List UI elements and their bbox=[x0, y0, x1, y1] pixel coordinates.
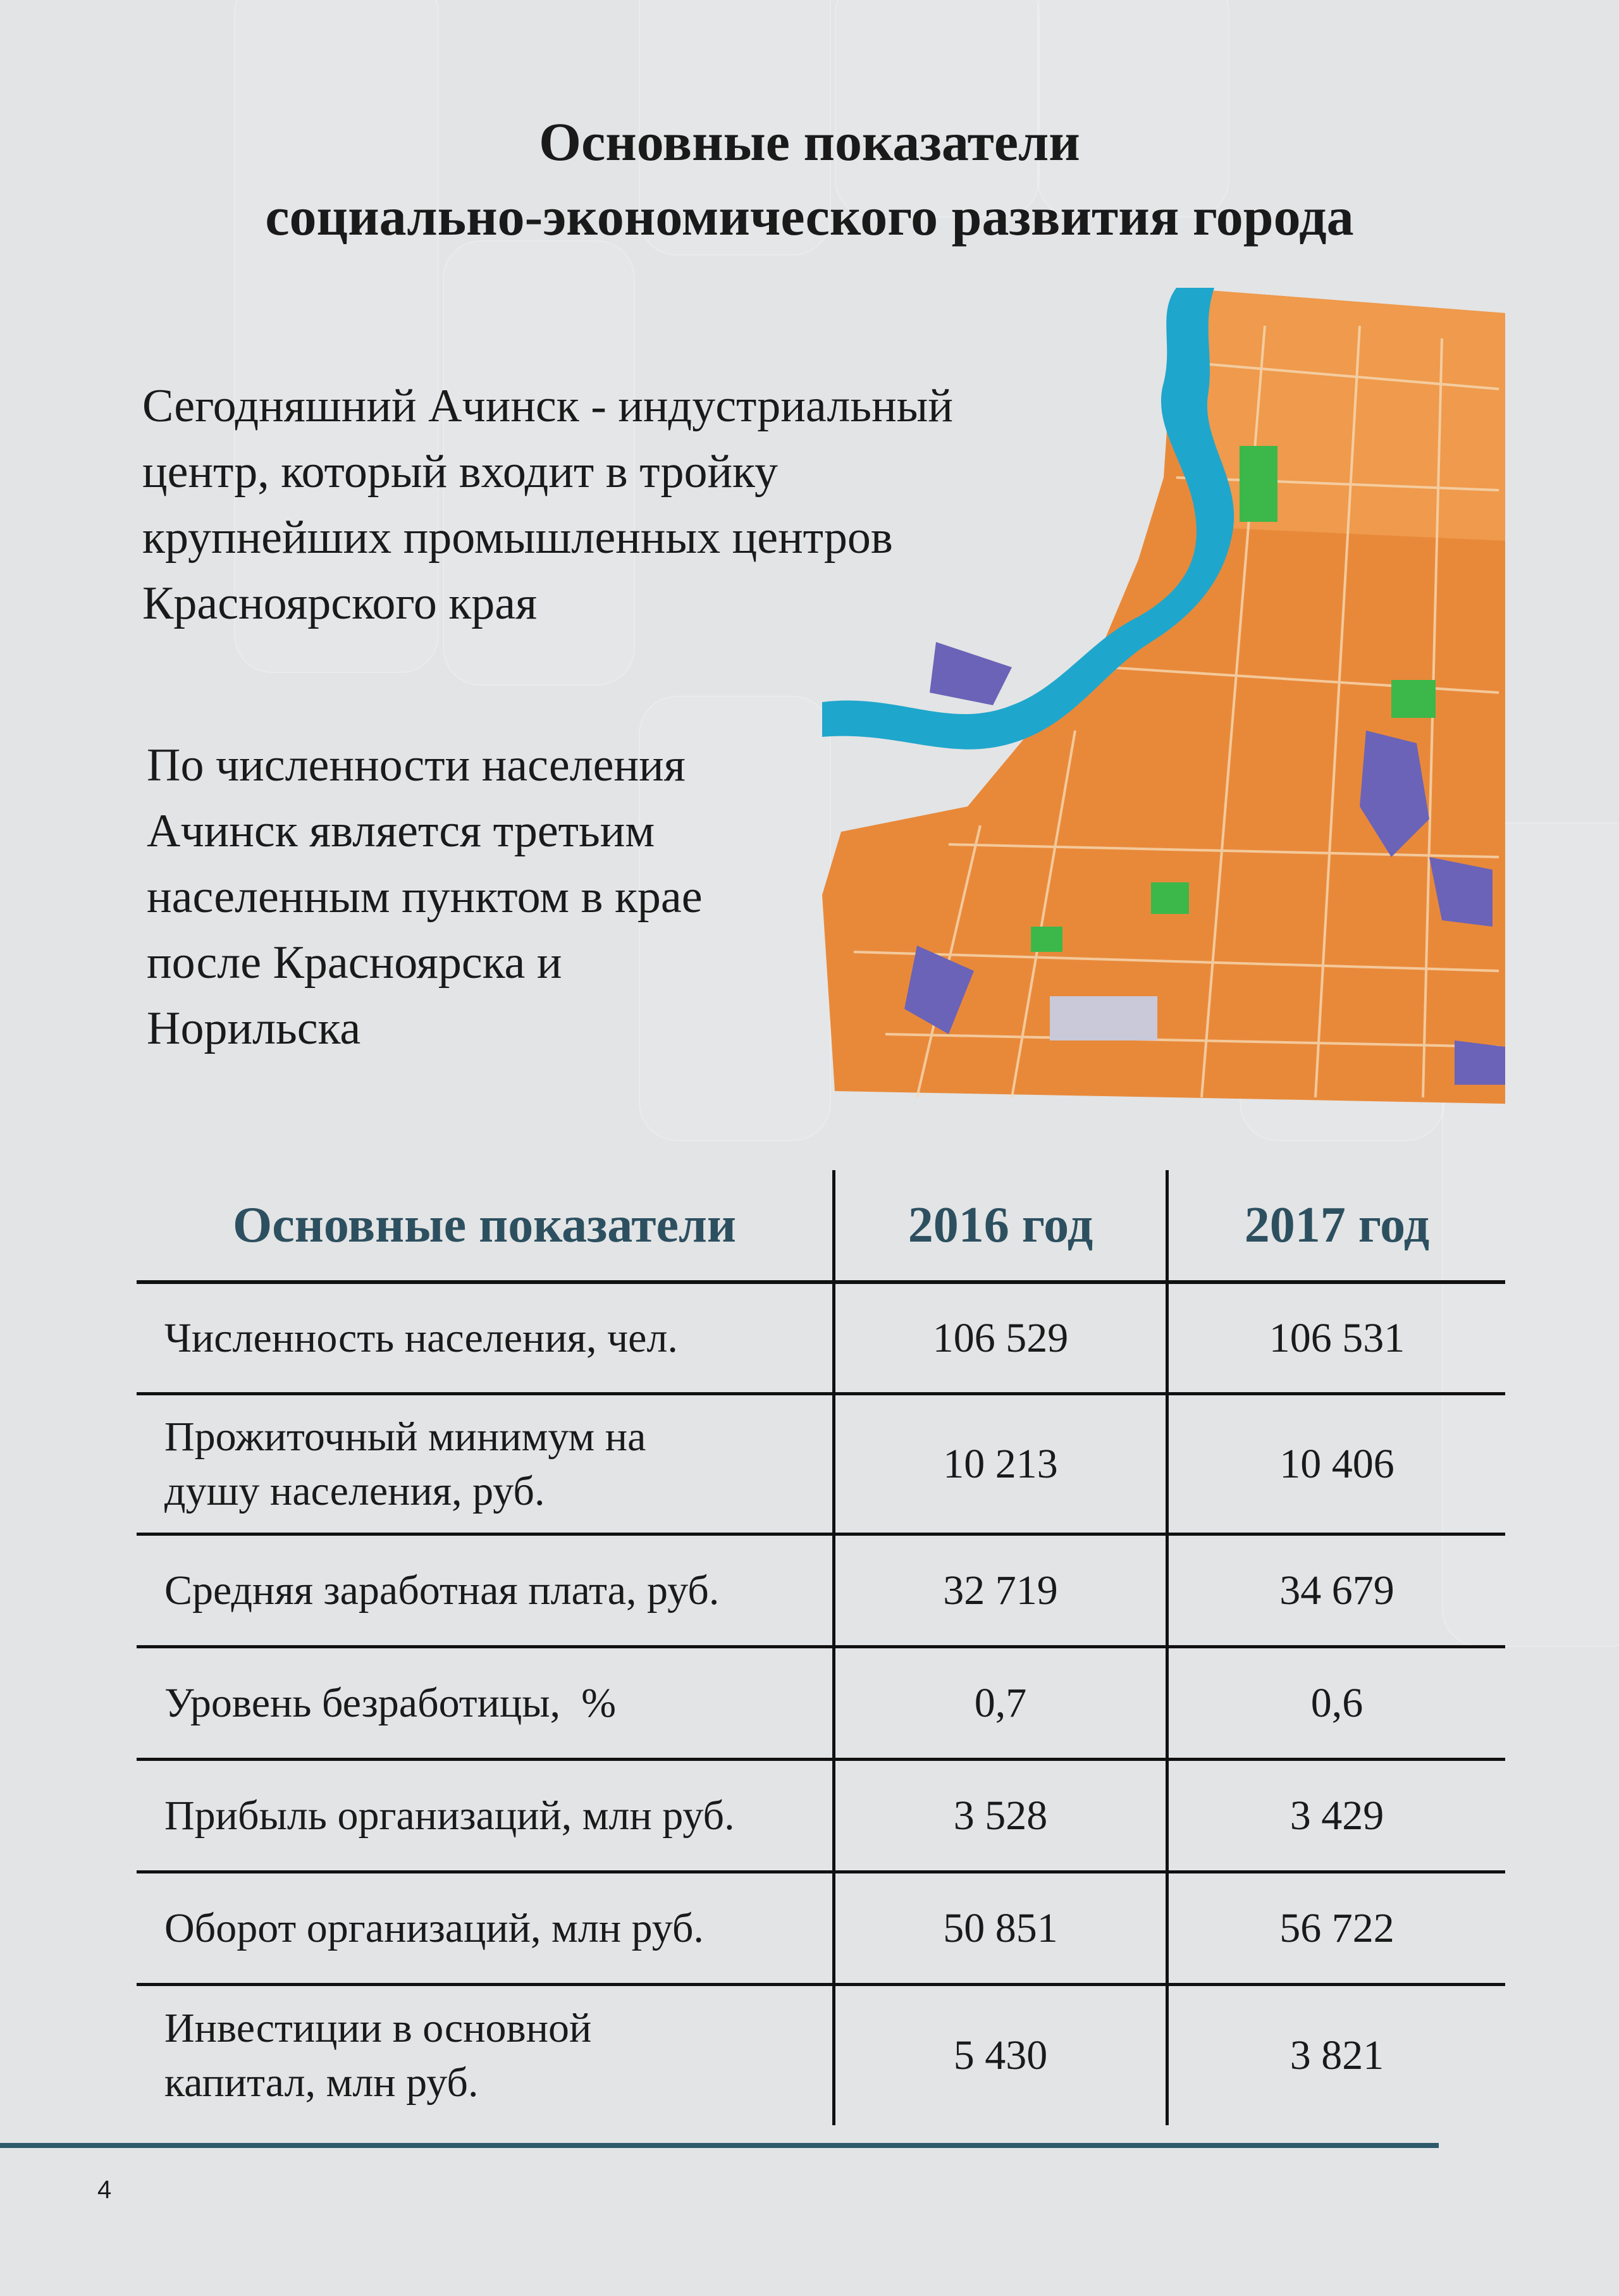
table-header-row bbox=[137, 1170, 1505, 1284]
value-2016: 50 851 bbox=[832, 1873, 1169, 1983]
table-row bbox=[137, 1395, 1505, 1536]
row-label: Прожиточный минимум на душу населения, руб. bbox=[164, 1413, 646, 1514]
page-number: 4 bbox=[97, 2176, 112, 2204]
row-label: Инвестиции в основной капитал, млн руб. bbox=[164, 2005, 592, 2106]
value-2017: 0,6 bbox=[1310, 1679, 1364, 1726]
value-2016: 0,7 bbox=[832, 1648, 1169, 1758]
table-row bbox=[137, 1761, 1505, 1873]
table-row bbox=[137, 1536, 1505, 1648]
row-label: Уровень безработицы, % bbox=[164, 1679, 617, 1726]
value-2017: 3 429 bbox=[1290, 1792, 1384, 1839]
value-2016: 32 719 bbox=[832, 1536, 1169, 1645]
park-area bbox=[1240, 446, 1277, 522]
value-2017: 56 722 bbox=[1279, 1904, 1394, 1951]
value-2016: 5 430 bbox=[832, 1986, 1169, 2125]
page-title-line-1: Основные показатели bbox=[539, 111, 1080, 172]
population-paragraph: По численности населения Ачинск является третьим населенным пунктом в крае после Красноярска и Норильска bbox=[147, 739, 703, 1054]
value-2016: 10 213 bbox=[832, 1395, 1169, 1533]
row-label: Оборот организаций, млн руб. bbox=[164, 1904, 704, 1951]
header-2016: 2016 год bbox=[832, 1170, 1169, 1280]
footer-divider bbox=[0, 2143, 1439, 2148]
page-title-line-2: социально-экономического развития города bbox=[265, 186, 1354, 247]
table-row bbox=[137, 1284, 1505, 1395]
value-2017: 34 679 bbox=[1279, 1567, 1394, 1614]
row-label: Прибыль организаций, млн руб. bbox=[164, 1792, 735, 1839]
row-label: Численность населения, чел. bbox=[164, 1314, 678, 1361]
value-2016: 106 529 bbox=[832, 1284, 1169, 1392]
value-2017: 10 406 bbox=[1279, 1440, 1394, 1487]
row-label: Средняя заработная плата, руб. bbox=[164, 1567, 720, 1614]
table-row bbox=[137, 1873, 1505, 1986]
value-2016: 3 528 bbox=[832, 1761, 1169, 1870]
city-map-image bbox=[822, 288, 1508, 1104]
header-2017: 2017 год bbox=[1244, 1197, 1430, 1253]
intro-paragraph: Сегодняшний Ачинск - индустриальный центр, который входит в тройку крупнейших промышленных центров Красноярского края bbox=[142, 380, 953, 629]
table-row bbox=[137, 1986, 1505, 2125]
page-title bbox=[0, 104, 1619, 254]
indicators-table bbox=[137, 1170, 1505, 2125]
header-indicator: Основные показатели bbox=[233, 1197, 736, 1253]
value-2017: 106 531 bbox=[1269, 1314, 1405, 1361]
value-2017: 3 821 bbox=[1290, 2032, 1384, 2078]
table-row bbox=[137, 1648, 1505, 1761]
